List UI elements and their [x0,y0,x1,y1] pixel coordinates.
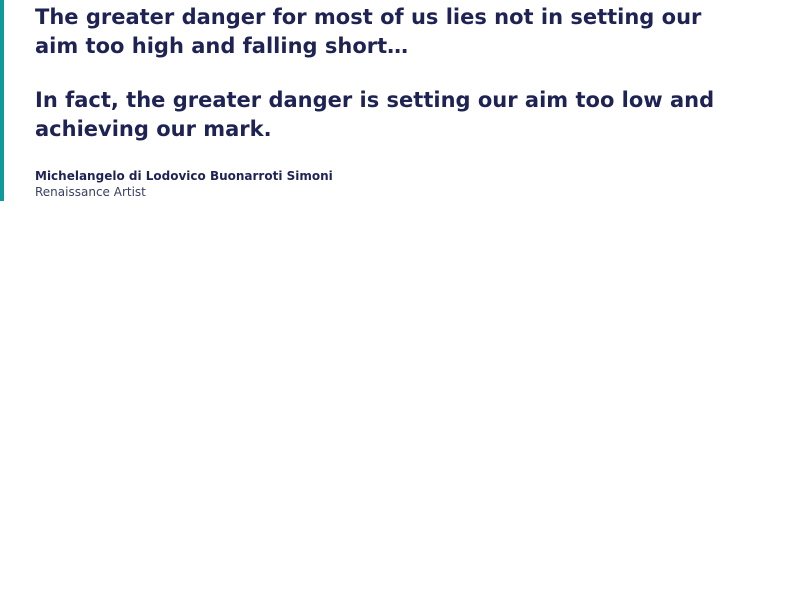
quote-paragraph-2: In fact, the greater danger is setting our aim too low and achieving our mark. [35,88,715,141]
quote-paragraph-1: The greater danger for most of us lies not in setting our aim too high and falling short… [35,5,702,58]
quote-block [0,0,760,201]
author-title: Renaissance Artist [35,185,146,199]
attribution [35,168,760,201]
author-name: Michelangelo di Lodovico Buonarroti Simoni [35,169,333,183]
